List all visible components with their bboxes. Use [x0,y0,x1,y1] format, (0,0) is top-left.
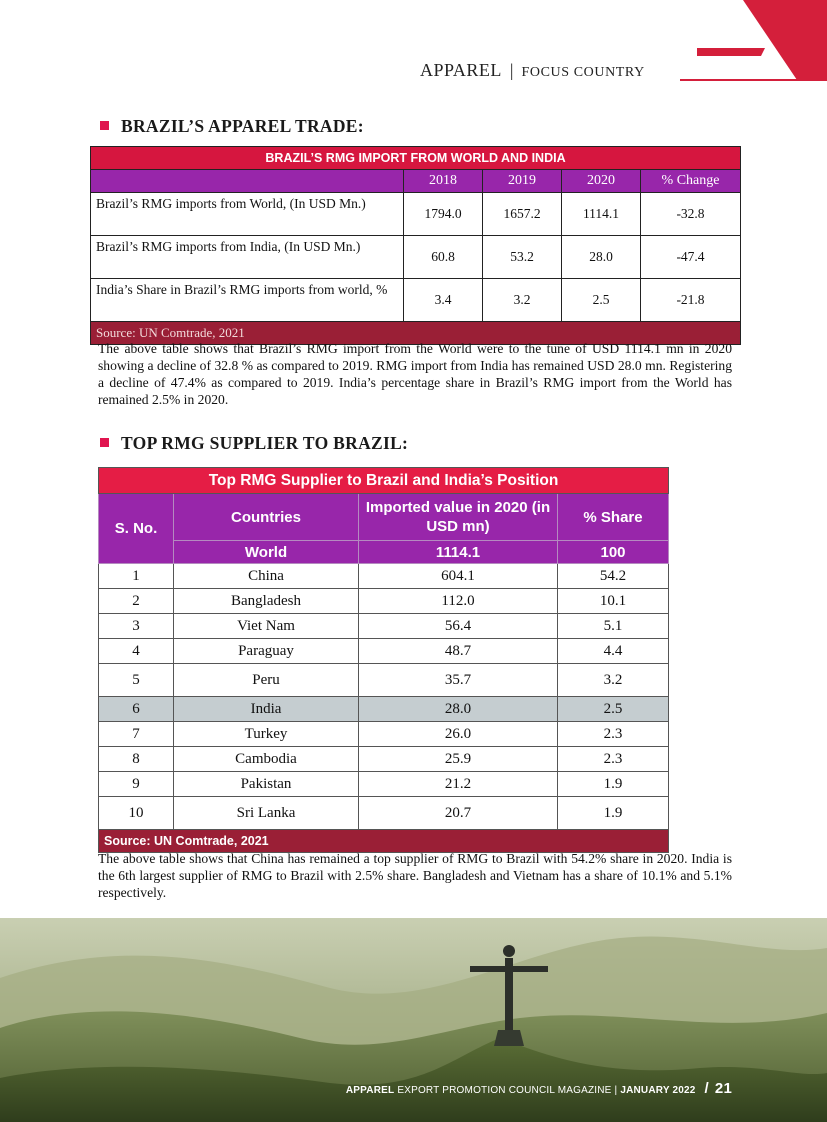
cell-share: 54.2 [558,564,669,589]
table-source: Source: UN Comtrade, 2021 [99,830,669,853]
row-label: Brazil’s RMG imports from World, (In USD Mn.) [91,193,404,236]
column-header-change: % Change [641,170,741,193]
table-caption: BRAZIL’S RMG IMPORT FROM WORLD AND INDIA [91,147,741,170]
cell-country: India [174,697,359,722]
corner-decoration [677,0,827,80]
section-title-text: BRAZIL’S APPAREL TRADE: [121,116,364,136]
world-value: 1114.1 [359,541,558,564]
footer-issue: JANUARY 2022 [620,1085,696,1096]
table-row [99,722,669,747]
cell-share: 10.1 [558,589,669,614]
cell-value: 28.0 [562,236,641,279]
cell-share: 1.9 [558,797,669,830]
cell-value: -21.8 [641,279,741,322]
column-header-blank [91,170,404,193]
cell-sno: 9 [99,772,174,797]
cell-sno: 3 [99,614,174,639]
cell-value: 26.0 [359,722,558,747]
cell-value: 53.2 [483,236,562,279]
cell-share: 2.3 [558,747,669,772]
cell-country: Paraguay [174,639,359,664]
cell-value: 3.2 [483,279,562,322]
table-row [91,236,741,279]
cell-value: 112.0 [359,589,558,614]
cell-value: 1657.2 [483,193,562,236]
cell-sno: 10 [99,797,174,830]
cell-value: 3.4 [404,279,483,322]
cell-value: 21.2 [359,772,558,797]
table-row [99,797,669,830]
cell-sno: 1 [99,564,174,589]
row-label: Brazil’s RMG imports from India, (In USD Mn.) [91,236,404,279]
cell-country: Sri Lanka [174,797,359,830]
cell-value: 56.4 [359,614,558,639]
cell-value: -47.4 [641,236,741,279]
cell-country: Viet Nam [174,614,359,639]
footer-magazine: EXPORT PROMOTION COUNCIL MAGAZINE [397,1085,612,1096]
header-divider: | [509,60,514,80]
paragraph-top-suppliers: The above table shows that China has remained a top supplier of RMG to Brazil with 54.2% share in 2020. India is the 6th largest supplier of RMG to Brazil with 2.5% share. Bangladesh and Vietnam has a share of 10.1% and 5.1% respectively. [98,851,732,900]
section-title-text: TOP RMG SUPPLIER TO BRAZIL: [121,433,409,453]
rmg-import-table [90,146,741,345]
cell-value: 20.7 [359,797,558,830]
cell-value: 604.1 [359,564,558,589]
header-section: APPAREL [420,60,502,80]
table-row [99,639,669,664]
page-footer [346,1080,732,1097]
column-header-2018: 2018 [404,170,483,193]
cell-country: Cambodia [174,747,359,772]
cell-share: 1.9 [558,772,669,797]
table-row [99,564,669,589]
cell-sno: 7 [99,722,174,747]
cell-country: Pakistan [174,772,359,797]
cell-share: 2.5 [558,697,669,722]
column-header-country: Countries [174,494,359,541]
cell-share: 2.3 [558,722,669,747]
page-header [420,60,665,81]
section-title-top-suppliers [100,433,408,454]
column-header-value: Imported value in 2020 (in USD mn) [359,494,558,541]
cell-value: 35.7 [359,664,558,697]
cell-country: Bangladesh [174,589,359,614]
cell-value: -32.8 [641,193,741,236]
table-row [99,772,669,797]
cell-sno: 8 [99,747,174,772]
column-header-2019: 2019 [483,170,562,193]
cell-sno: 6 [99,697,174,722]
column-header-2020: 2020 [562,170,641,193]
footer-brand: APPAREL [345,1085,395,1096]
bullet-icon [100,121,109,130]
cell-value: 2.5 [562,279,641,322]
cell-value: 48.7 [359,639,558,664]
cell-value: 28.0 [359,697,558,722]
table-caption: Top RMG Supplier to Brazil and India’s Position [99,468,669,494]
cell-value: 1794.0 [404,193,483,236]
table-row [99,664,669,697]
paragraph-brazil-imports: The above table shows that Brazil’s RMG import from the World were to the tune of USD 1114.1 mn in 2020 showing a decline of 32.8 % as compared to 2019. RMG import from India has remained USD 28.0 mn. Registering a decline of 47.4% as compared to 2019. India’s percentage share in Brazil’s RMG import from the World has remained 2.5% in 2020. [98,341,732,407]
footer-divider: | [614,1085,618,1096]
cell-value: 25.9 [359,747,558,772]
cell-share: 5.1 [558,614,669,639]
table-row [99,747,669,772]
cell-country: Turkey [174,722,359,747]
page-number: 21 [714,1080,732,1097]
cell-sno: 4 [99,639,174,664]
table-row-india-highlight [99,697,669,722]
table-row [91,279,741,322]
top-supplier-table [98,467,669,853]
cell-value: 60.8 [404,236,483,279]
table-row [91,193,741,236]
section-title-brazil-trade [100,116,364,137]
column-header-share: % Share [558,494,669,541]
cell-value: 1114.1 [562,193,641,236]
cell-sno: 5 [99,664,174,697]
cell-share: 4.4 [558,639,669,664]
table-source: Source: UN Comtrade, 2021 [91,322,741,345]
table-row [99,589,669,614]
row-label: India’s Share in Brazil’s RMG imports from world, % [91,279,404,322]
header-rule [680,79,827,81]
world-share: 100 [558,541,669,564]
world-label: World [174,541,359,564]
cell-share: 3.2 [558,664,669,697]
cell-sno: 2 [99,589,174,614]
bullet-icon [100,438,109,447]
footer-slash: / [704,1080,709,1097]
cell-country: Peru [174,664,359,697]
header-subsection: FOCUS COUNTRY [521,65,645,80]
table-row [99,614,669,639]
column-header-sno: S. No. [99,494,174,564]
cell-country: China [174,564,359,589]
